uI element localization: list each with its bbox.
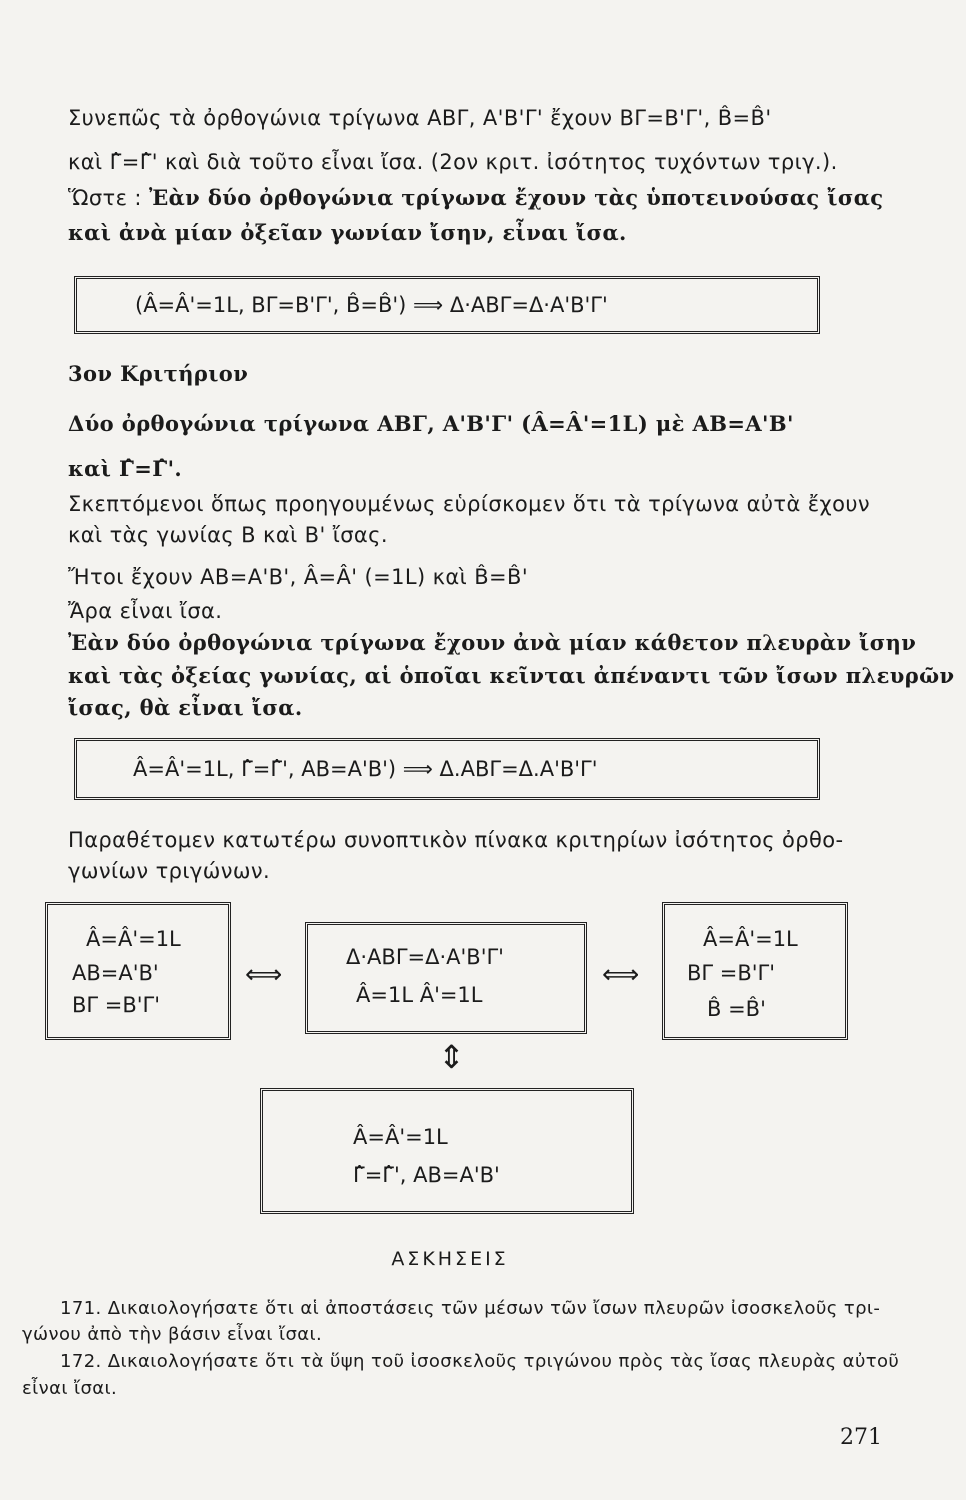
text-line: Ἄρα εἶναι ἴσα. — [68, 599, 223, 623]
theorem-text: ἴσας, θὰ εἶναι ἴσα. — [68, 695, 303, 720]
box-formula: (Â=Â'=1L, ΒΓ=Β'Γ', B̂=B̂') ⟹ Δ·ΑΒΓ=Δ·Α'Β'Γ' — [135, 293, 608, 317]
criteria-box-bottom — [260, 1088, 634, 1214]
equivalence-arrow-vertical: ⇕ — [438, 1038, 465, 1076]
summary-box — [74, 276, 820, 334]
text-line: Παραθέτομεν κατωτέρω συνοπτικὸν πίνακα κριτηρίων ἰσότητος ὀρθο- — [68, 828, 844, 852]
section-heading: 3ον Κριτήριον — [68, 361, 249, 386]
box-formula: Â=Â'=1L — [353, 1125, 448, 1149]
exercise-item: 172. Δικαιολογήσατε ὅτι τὰ ὕψη τοῦ ἰσοσκελοῦς τριγώνου πρὸς τὰς ἴσας πλευρὰς αὐτοῦ — [60, 1351, 900, 1372]
text-line: καὶ τὰς γωνίας Β καὶ Β' ἴσας. — [68, 523, 388, 547]
equivalence-arrow: ⟺ — [245, 960, 283, 990]
box-formula: Â=Â'=1L — [86, 927, 181, 951]
text-line: Συνεπῶς τὰ ὀρθογώνια τρίγωνα ΑΒΓ, Α'Β'Γ' ἔχουν ΒΓ=Β'Γ', B̂=B̂' — [68, 106, 772, 130]
box-formula: Γ̂=Γ̂', ΑΒ=Α'Β' — [353, 1163, 500, 1187]
exercises-heading: ΑΣΚΗΣΕΙΣ — [391, 1248, 509, 1270]
box-formula: ΒΓ =Β'Γ' — [687, 961, 776, 985]
criteria-box-center — [305, 922, 587, 1034]
theorem-text: καὶ ἀνὰ μίαν ὀξεῖαν γωνίαν ἴσην, εἶναι ἴσα. — [68, 220, 627, 245]
theorem-text: Δύο ὀρθογώνια τρίγωνα ΑΒΓ, Α'Β'Γ' (Â=Â'=1L) μὲ ΑΒ=Α'Β' — [68, 411, 794, 436]
text-span: Ὥστε : — [68, 186, 142, 210]
exercise-item: γώνου ἀπὸ τὴν βάσιν εἶναι ἴσαι. — [22, 1324, 323, 1345]
text-line: Ἤτοι ἔχουν ΑΒ=Α'Β', Â=Â' (=1L) καὶ B̂=B̂' — [68, 565, 529, 589]
exercise-item: εἶναι ἴσαι. — [22, 1378, 118, 1399]
equivalence-arrow: ⟺ — [602, 960, 640, 990]
text-line: καὶ Γ̂=Γ̂' καὶ διὰ τοῦτο εἶναι ἴσα. (2ον κριτ. ἰσότητος τυχόντων τριγ.). — [68, 150, 838, 174]
theorem-text: καὶ Γ̂=Γ̂'. — [68, 456, 183, 481]
text-line: γωνίων τριγώνων. — [68, 859, 271, 883]
summary-box — [74, 738, 820, 800]
criteria-box-right — [662, 902, 848, 1040]
criteria-box-left — [45, 902, 231, 1040]
theorem-text: καὶ τὰς ὀξείας γωνίας, αἱ ὁποῖαι κεῖνται ἀπέναντι τῶν ἴσων πλευρῶν — [68, 663, 955, 688]
box-formula: B̂ =B̂' — [707, 997, 766, 1021]
theorem-text: Ἐὰν δύο ὀρθογώνια τρίγωνα ἔχουν τὰς ὑποτεινούσας ἴσας — [148, 185, 884, 210]
theorem-text: Ἐὰν δύο ὀρθογώνια τρίγωνα ἔχουν ἀνὰ μίαν κάθετον πλευρὰν ἴσην — [68, 630, 917, 655]
box-formula: ΒΓ =Β'Γ' — [72, 993, 161, 1017]
box-formula: Δ·ΑΒΓ=Δ·Α'Β'Γ' — [346, 945, 504, 969]
text-line — [68, 184, 883, 212]
box-formula: Â=1L Â'=1L — [356, 983, 483, 1007]
page-number: 271 — [840, 1425, 882, 1450]
box-formula: Â=Â'=1L, Γ̂=Γ̂', ΑΒ=Α'Β') ⟹ Δ.ΑΒΓ=Δ.Α'Β'Γ' — [133, 757, 598, 781]
exercise-item: 171. Δικαιολογήσατε ὅτι αἱ ἀποστάσεις τῶν μέσων τῶν ἴσων πλευρῶν ἰσοσκελοῦς τρι- — [60, 1298, 881, 1319]
text-line: Σκεπτόμενοι ὅπως προηγουμένως εὑρίσκομεν ὅτι τὰ τρίγωνα αὐτὰ ἔχουν — [68, 492, 870, 516]
box-formula: ΑΒ=Α'Β' — [72, 961, 159, 985]
box-formula: Â=Â'=1L — [703, 927, 798, 951]
